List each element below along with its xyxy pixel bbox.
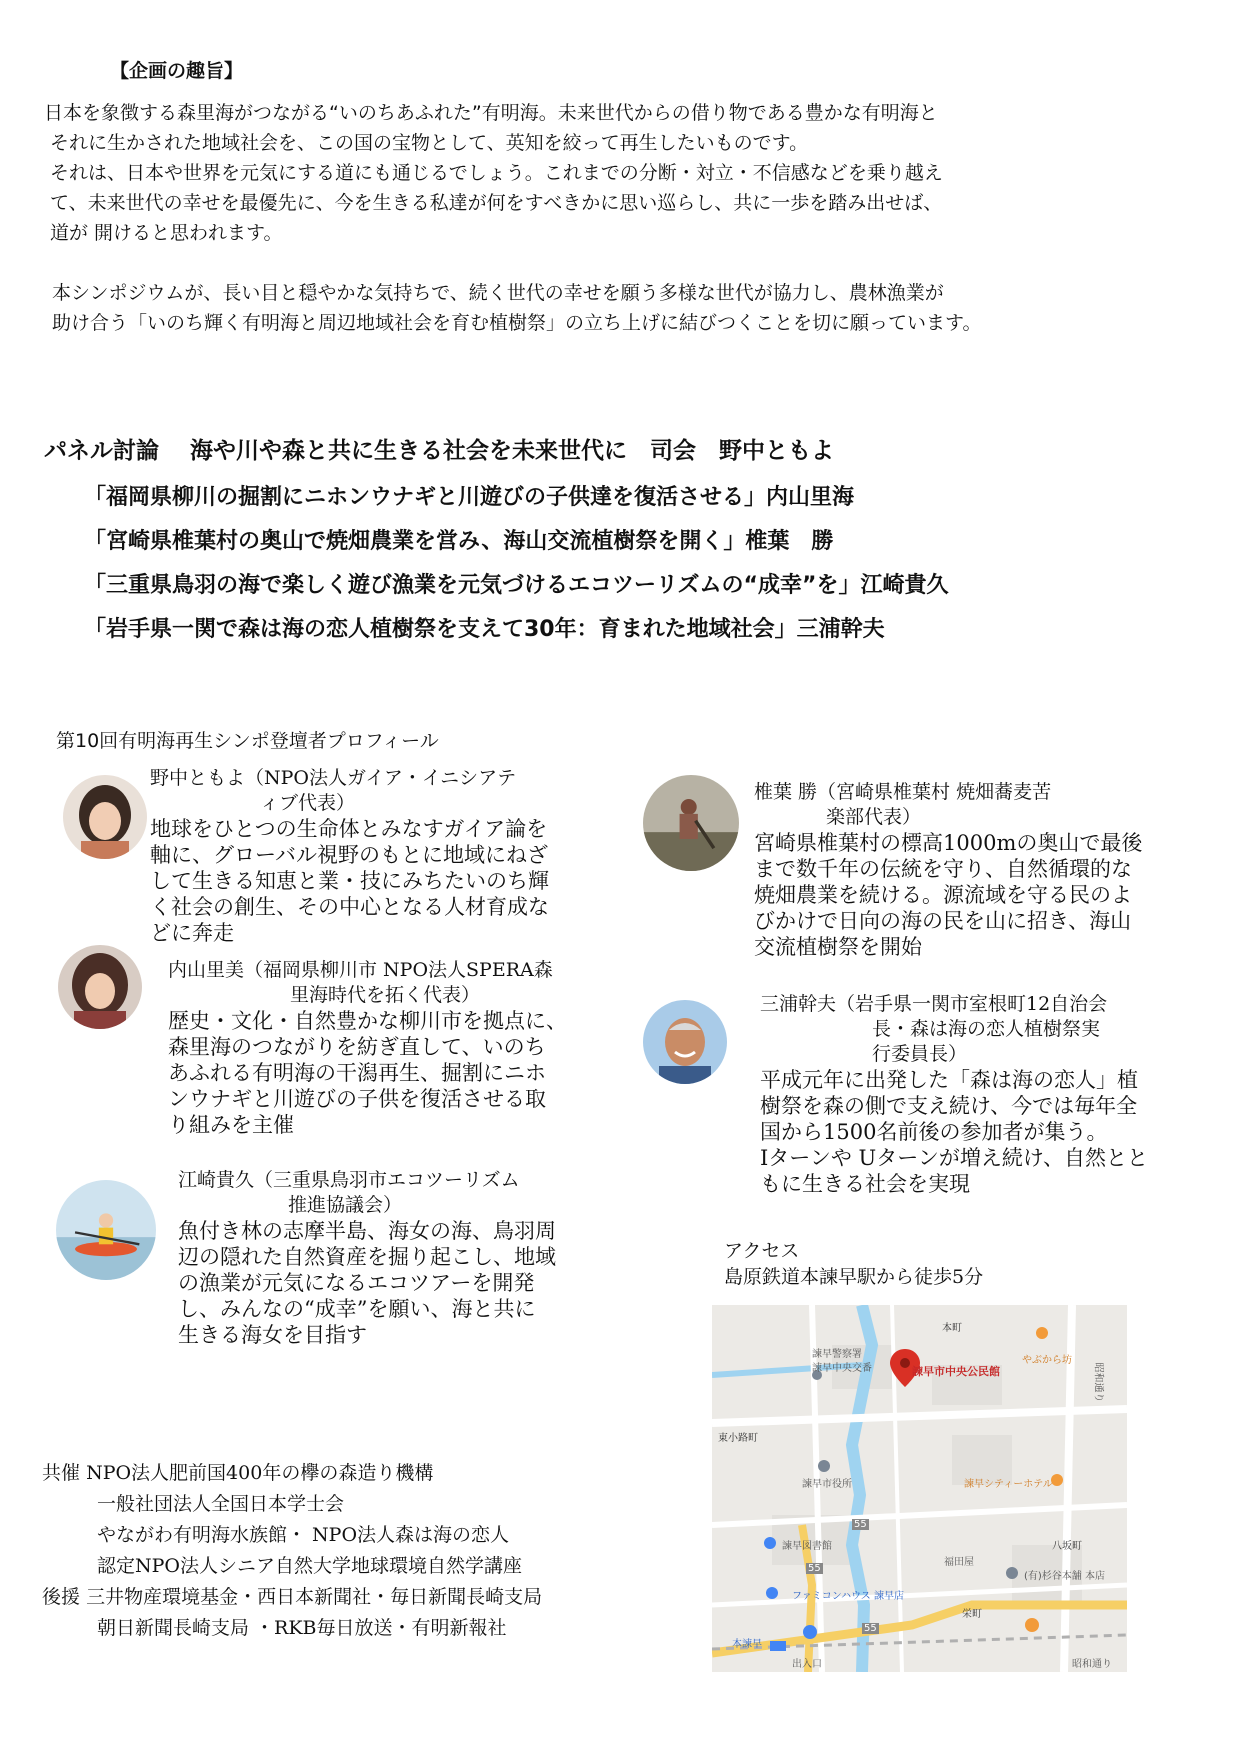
map-label-target: 諫早市中央公民館	[912, 1365, 1000, 1378]
map-label: (有)杉谷本舗 本店	[1024, 1571, 1105, 1582]
support-item: 朝日新聞長崎支局 ・RKB毎日放送・有明新報社	[97, 1617, 507, 1639]
profile-line: 地球をひとつの生命体とみなすガイア論を	[150, 817, 548, 841]
profile-name: 内山里美（福岡県柳川市 NPO法人SPERA森	[168, 959, 553, 981]
panel-talk: 「福岡県柳川の掘割にニホンウナギと川遊びの子供達を復活させる」内山里海	[84, 485, 855, 510]
profile-line: 軸に、グローバル視野のもとに地域にねざ	[150, 843, 548, 867]
profile-line: 樹祭を森の側で支え続け、今では毎年全	[760, 1094, 1138, 1118]
purpose-line: それに生かされた地域社会を、この国の宝物として、英知を絞って再生したいものです。	[50, 132, 809, 154]
profile-line: の漁業が元気になるエコツアーを開発	[178, 1271, 535, 1295]
profile-uchiyama	[168, 958, 608, 1138]
map-label: 東小路町	[718, 1433, 758, 1444]
purpose-line: て、未来世代の幸せを最優先に、今を生きる私達が何をすべきかに思い巡らし、共に一歩を踏み出せば、	[50, 192, 943, 214]
map-label: 出入口	[792, 1659, 822, 1670]
map-route-marker: 55	[864, 1623, 877, 1634]
support-item: 三井物産環境基金・西日本新聞社・毎日新聞長崎支局	[86, 1586, 543, 1608]
access-map[interactable]	[712, 1305, 1127, 1672]
profile-shiiba	[754, 780, 1194, 960]
shiiba-photo	[643, 775, 739, 871]
profile-name: 江崎貴久（三重県鳥羽市エコツーリズム	[178, 1169, 520, 1191]
map-label: ファミコンハウス 諫早店	[792, 1591, 904, 1602]
profile-ezaki	[178, 1168, 608, 1348]
miura-photo	[643, 1000, 727, 1084]
profile-line: 交流植樹祭を開始	[754, 935, 922, 959]
profile-line: まで数千年の伝統を守り、自然循環的な	[754, 857, 1132, 881]
profile-line: り組みを主催	[168, 1113, 294, 1137]
purpose-line: それは、日本や世界を元気にする道にも通じるでしょう。これまでの分断・対立・不信感などを乗り越え	[50, 162, 943, 184]
purpose-line: 助け合う「いのち輝く有明海と周辺地域社会を育む植樹祭」の立ち上げに結びつくことを切に願っています。	[52, 312, 982, 334]
cohost-label: 共催	[42, 1462, 81, 1484]
cohost-item: NPO法人肥前国400年の欅の森造り機構	[86, 1462, 434, 1484]
purpose-heading: 【企画の趣旨】	[110, 60, 244, 82]
profile-miura	[760, 992, 1200, 1197]
profile-name: 椎葉 勝（宮崎県椎葉村 焼畑蕎麦苦	[754, 781, 1052, 803]
profile-name: 長・森は海の恋人植樹祭実	[872, 1018, 1101, 1040]
cohost-item: やながわ有明海水族館・ NPO法人森は海の恋人	[97, 1524, 510, 1546]
map-label: 諫早警察署	[812, 1349, 862, 1360]
profile-line: びかけで日向の海の民を山に招き、海山	[754, 909, 1132, 933]
map-label: 諫早中央交番	[812, 1363, 872, 1374]
profile-name: 里海時代を拓く代表）	[290, 984, 481, 1006]
panel-discussion	[44, 432, 1224, 652]
profile-name: 野中ともよ（NPO法人ガイア・イニシアテ	[150, 767, 517, 789]
support-block	[42, 1582, 542, 1644]
profile-line: 宮崎県椎葉村の標高1000mの奥山で最後	[754, 831, 1143, 855]
purpose-line: 本シンポジウムが、長い目と穏やかな気持ちで、続く世代の幸せを願う多様な世代が協力し、農林漁業が	[52, 282, 944, 304]
map-label: 昭和通り	[1072, 1659, 1112, 1670]
profile-line: 国から1500名前後の参加者が集う。	[760, 1120, 1108, 1144]
profile-line: ンウナギと川遊びの子供を復活させる取	[168, 1087, 546, 1111]
cohost-item: 一般社団法人全国日本学士会	[97, 1493, 345, 1515]
profile-line: し、みんなの“成幸”を願い、海と共に	[178, 1297, 536, 1321]
profile-line: 魚付き林の志摩半島、海女の海、鳥羽周	[178, 1219, 556, 1243]
profile-line: 森里海のつながりを紡ぎ直して、いのち	[168, 1035, 546, 1059]
ezaki-photo	[56, 1180, 156, 1280]
purpose-line: 道が 開けると思われます。	[50, 222, 283, 244]
profile-name: 行委員長）	[872, 1043, 968, 1065]
map-label: 本町	[942, 1323, 962, 1334]
panel-talk: 「宮崎県椎葉村の奥山で焼畑農業を営み、海山交流植樹祭を開く」椎葉 勝	[84, 529, 834, 554]
map-label: 栄町	[962, 1609, 982, 1620]
map-label: 昭和通り	[1092, 1362, 1104, 1403]
cohost-item: 認定NPO法人シニア自然大学地球環境自然学講座	[97, 1555, 522, 1577]
profile-line: Iターンや Uターンが増え続け、自然とと	[760, 1146, 1148, 1170]
purpose-body	[44, 98, 1214, 338]
profile-line: 平成元年に出発した「森は海の恋人」植	[760, 1068, 1138, 1092]
panel-title: パネル討論 海や川や森と共に生きる社会を未来世代に 司会 野中ともよ	[44, 438, 835, 464]
access-route: 島原鉄道本諫早駅から徒歩5分	[724, 1266, 984, 1288]
profile-nonaka	[150, 766, 600, 946]
profile-name: 推進協議会）	[288, 1194, 403, 1216]
profile-name: 楽部代表）	[826, 806, 922, 828]
map-label: 諫早シティーホテル	[964, 1479, 1053, 1490]
profile-line: 歴史・文化・自然豊かな柳川市を拠点に、	[168, 1009, 567, 1033]
map-label: 本諫早	[732, 1639, 762, 1650]
support-label: 後援	[42, 1586, 81, 1608]
map-label: 八坂町	[1052, 1541, 1082, 1552]
profile-line: あふれる有明海の干潟再生、掘割にニホ	[168, 1061, 546, 1085]
profile-line: く社会の創生、その中心となる人材育成な	[150, 895, 549, 919]
nonaka-photo	[63, 775, 147, 859]
profile-line: もに生きる社会を実現	[760, 1172, 970, 1196]
map-label: 諫早図書館	[782, 1541, 832, 1552]
panel-talk: 「岩手県一関で森は海の恋人植樹祭を支えて30年：育まれた地域社会」三浦幹夫	[84, 617, 885, 642]
access-label: アクセス	[724, 1240, 800, 1262]
profile-line: どに奔走	[150, 921, 234, 945]
profile-line: して生きる知恵と業・技にみちたいのち輝	[150, 869, 549, 893]
profile-line: 辺の隠れた自然資産を掘り起こし、地域	[178, 1245, 556, 1269]
map-route-marker: 55	[808, 1563, 821, 1574]
map-label: やぶから坊	[1022, 1355, 1072, 1366]
map-route-marker: 55	[854, 1519, 867, 1530]
profile-name: 三浦幹夫（岩手県一関市室根町12自治会	[760, 993, 1108, 1015]
profile-name: ィブ代表）	[260, 792, 356, 814]
panel-talk: 「三重県鳥羽の海で楽しく遊び漁業を元気づけるエコツーリズムの“成幸”を」江崎貴久	[84, 573, 949, 598]
map-label: 福田屋	[944, 1557, 974, 1568]
uchiyama-photo	[58, 945, 142, 1029]
cohost-block	[42, 1458, 522, 1582]
profile-line: 焼畑農業を続ける。源流域を守る民のよ	[754, 883, 1132, 907]
profiles-heading: 第10回有明海再生シンポ登壇者プロフィール	[56, 730, 439, 752]
profile-line: 生きる海女を目指す	[178, 1323, 367, 1347]
map-label: 諫早市役所	[802, 1479, 852, 1490]
purpose-line: 日本を象徴する森里海がつながる“いのちあふれた”有明海。未来世代からの借り物である豊かな有明海と	[44, 102, 938, 124]
